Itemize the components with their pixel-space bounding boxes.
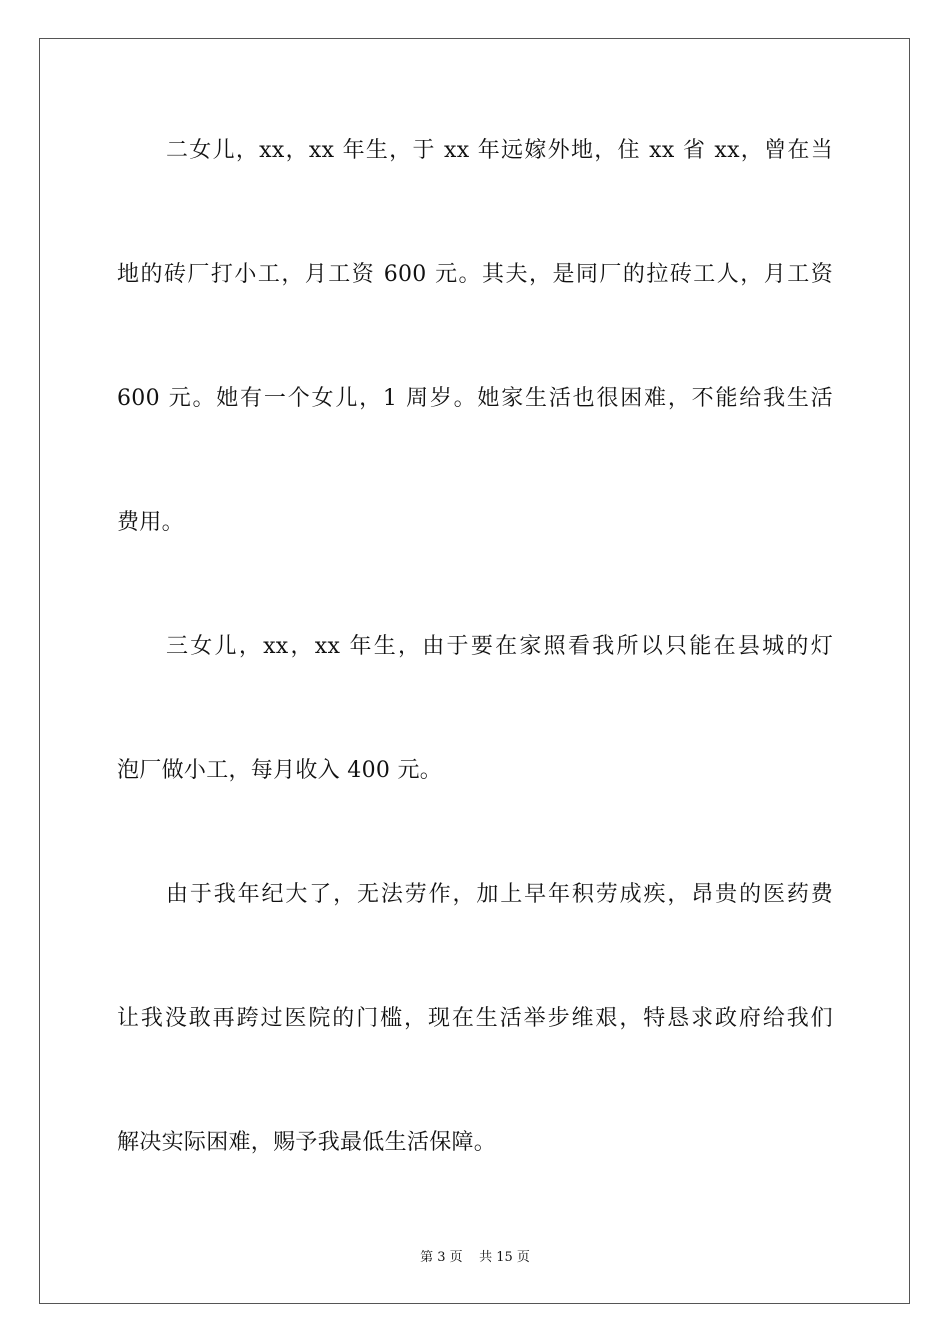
- paragraph-2-line-1: 二女儿，xx，xx 年生，于 xx 年远嫁外地，住 xx 省 xx，曾在当: [166, 138, 833, 163]
- paragraph-3-line-2: 泡厂做小工，每月收入 400 元。: [117, 758, 443, 783]
- paragraph-4-line-2: 让我没敢再跨过医院的门槛，现在生活举步维艰，特恳求政府给我们: [117, 1006, 833, 1031]
- paragraph-4-line-1: 由于我年纪大了，无法劳作，加上早年积劳成疾，昂贵的医药费: [166, 882, 833, 907]
- paragraph-4-line-3: 解决实际困难，赐予我最低生活保障。: [117, 1130, 497, 1155]
- paragraph-2-line-3: 600 元。她有一个女儿，1 周岁。她家生活也很困难，不能给我生活: [117, 386, 833, 411]
- paragraph-2-line-2: 地的砖厂打小工，月工资 600 元。其夫，是同厂的拉砖工人，月工资: [117, 262, 833, 287]
- paragraph-3-line-1: 三女儿，xx，xx 年生，由于要在家照看我所以只能在县城的灯: [166, 634, 833, 659]
- paragraph-2-line-4: 费用。: [117, 510, 184, 535]
- page-number: 第 3 页 共 15 页: [420, 1250, 530, 1265]
- page-border: [39, 38, 910, 1304]
